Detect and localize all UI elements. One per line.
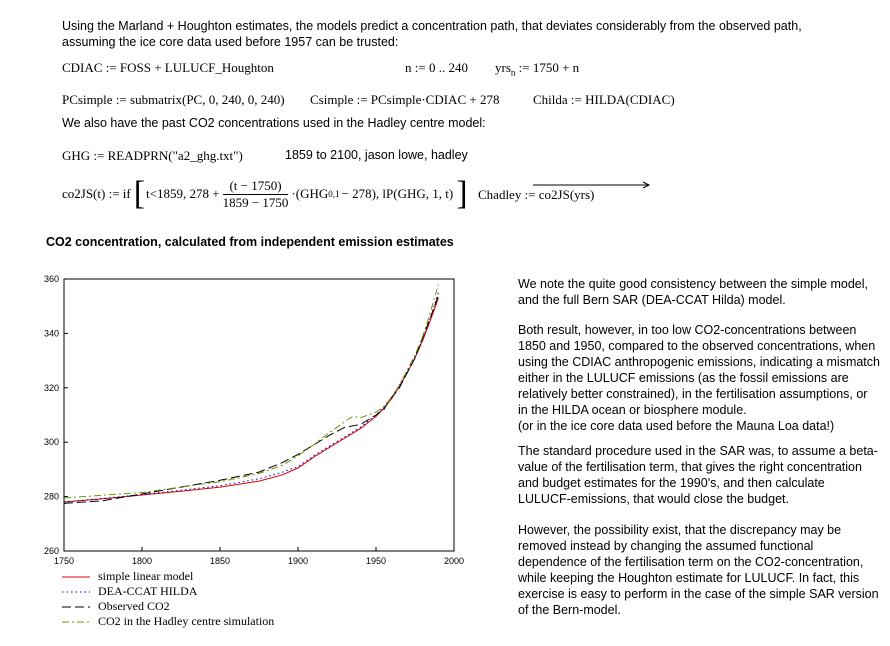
legend-swatch-observed	[62, 604, 90, 610]
chart-title: CO2 concentration, calculated from independent emission estimates	[46, 235, 454, 249]
co2js-condition: t<1859, 278 +	[146, 186, 220, 201]
co2-line-chart[interactable]	[0, 265, 470, 575]
yrs-lhs: yrs	[495, 60, 511, 75]
x-tick-label: 1900	[287, 556, 309, 566]
comment-paragraph-2: Both result, however, in too low CO2-concentrations between 1850 and 1950, compared to the observed concentrations, when using the CDIAC anthropogenic emissions, indicating a mismatch either in the LULUCF emissions (as the fossil emissions are relatively better constrained), in the fertilisation assumptions, or in the HILDA ocean or biosphere module.	[518, 323, 880, 417]
y-tick-label: 340	[43, 328, 59, 339]
legend-label: simple linear model	[98, 569, 194, 583]
fraction-numerator: (t − 1750)	[223, 178, 289, 195]
csimple-equation[interactable]: Csimple := PCsimple·CDIAC + 278	[310, 92, 500, 107]
legend-item-hilda	[62, 584, 197, 599]
ghg-equation[interactable]: GHG := READPRN("a2_ghg.txt")	[62, 148, 243, 163]
comment-paragraph-3: The standard procedure used in the SAR was, to assume a beta-value of the fertilisation term, that gives the right concentration and budget estimates for the 1990's, and then calculate LULUCF-emissions, that would close the budget.	[518, 444, 878, 506]
right-bracket: ]	[456, 175, 468, 212]
comment-paragraph-2b: (or in the ice core data used before the Mauna Loa data!)	[518, 419, 835, 433]
x-tick-label: 1750	[53, 556, 75, 566]
comment-paragraph-4: However, the possibility exist, that the discrepancy may be removed instead by changing the assumed functional dependence of the fertilisation term on the CO2-concentration, while keeping the Houghton estimate for LULUCF. In fact, this exercise is easy to perform in the case of the simple SAR version of the Bern-model.	[518, 523, 879, 617]
legend-item-simple-linear	[62, 569, 193, 584]
cdiac-equation[interactable]: CDIAC := FOSS + LULUCF_Houghton	[62, 60, 274, 75]
x-tick-label: 1850	[209, 556, 231, 566]
yrs-equation[interactable]	[495, 60, 579, 78]
co2js-lhs: co2JS(t) := if	[62, 186, 131, 201]
legend-label: Observed CO2	[98, 599, 170, 613]
y-tick-label: 320	[43, 382, 59, 393]
legend-label: DEA-CCAT HILDA	[98, 584, 198, 598]
x-tick-label: 2000	[443, 556, 465, 566]
left-bracket: [	[133, 175, 146, 212]
yrs-subscript: n	[510, 67, 516, 78]
intro-line-1: Using the Marland + Houghton estimates, the models predict a concentration path, that deviates considerably from the observed path,	[62, 19, 802, 33]
x-tick-label: 1800	[131, 556, 153, 566]
ghg-subscript: 0,1	[328, 189, 340, 199]
childa-equation[interactable]: Childa := HILDA(CDIAC)	[533, 92, 675, 107]
legend-swatch-hilda	[62, 589, 90, 595]
y-tick-label: 280	[43, 491, 59, 502]
co2js-mid: ·(GHG	[291, 186, 329, 201]
past-co2-note: We also have the past CO2 concentrations used in the Hadley centre model:	[62, 116, 486, 130]
legend-swatch-simple-linear	[62, 574, 90, 580]
intro-line-2: assuming the ice core data used before 1957 can be trusted:	[62, 35, 399, 49]
pcsimple-equation[interactable]: PCsimple := submatrix(PC, 0, 240, 0, 240)	[62, 92, 285, 107]
co2js-fraction	[223, 178, 289, 211]
comment-paragraph-1: We note the quite good consistency between the simple model, and the full Bern SAR (DEA-CCAT Hilda) model.	[518, 277, 868, 307]
legend-item-observed	[62, 599, 170, 614]
legend-item-hadley	[62, 614, 274, 629]
ghg-source-note: 1859 to 2100, jason lowe, hadley	[285, 148, 468, 162]
legend-swatch-hadley	[62, 619, 90, 625]
y-tick-label: 260	[43, 546, 59, 556]
co2js-equation[interactable]	[62, 174, 468, 214]
y-tick-label: 360	[43, 274, 59, 284]
legend-label: CO2 in the Hadley centre simulation	[98, 614, 275, 628]
co2js-end: − 278), lP(GHG, 1, t)	[341, 186, 454, 201]
vectorize-arrow-icon	[533, 181, 653, 189]
x-tick-label: 1950	[365, 556, 387, 566]
n-range-equation[interactable]: n := 0 .. 240	[405, 60, 468, 75]
y-tick-label: 300	[43, 437, 59, 448]
chadley-equation[interactable]	[478, 187, 594, 203]
yrs-rhs: := 1750 + n	[518, 60, 580, 75]
fraction-denominator: 1859 − 1750	[222, 194, 289, 210]
chadley-text: Chadley := co2JS(yrs)	[478, 187, 595, 202]
plot-area	[64, 279, 454, 551]
